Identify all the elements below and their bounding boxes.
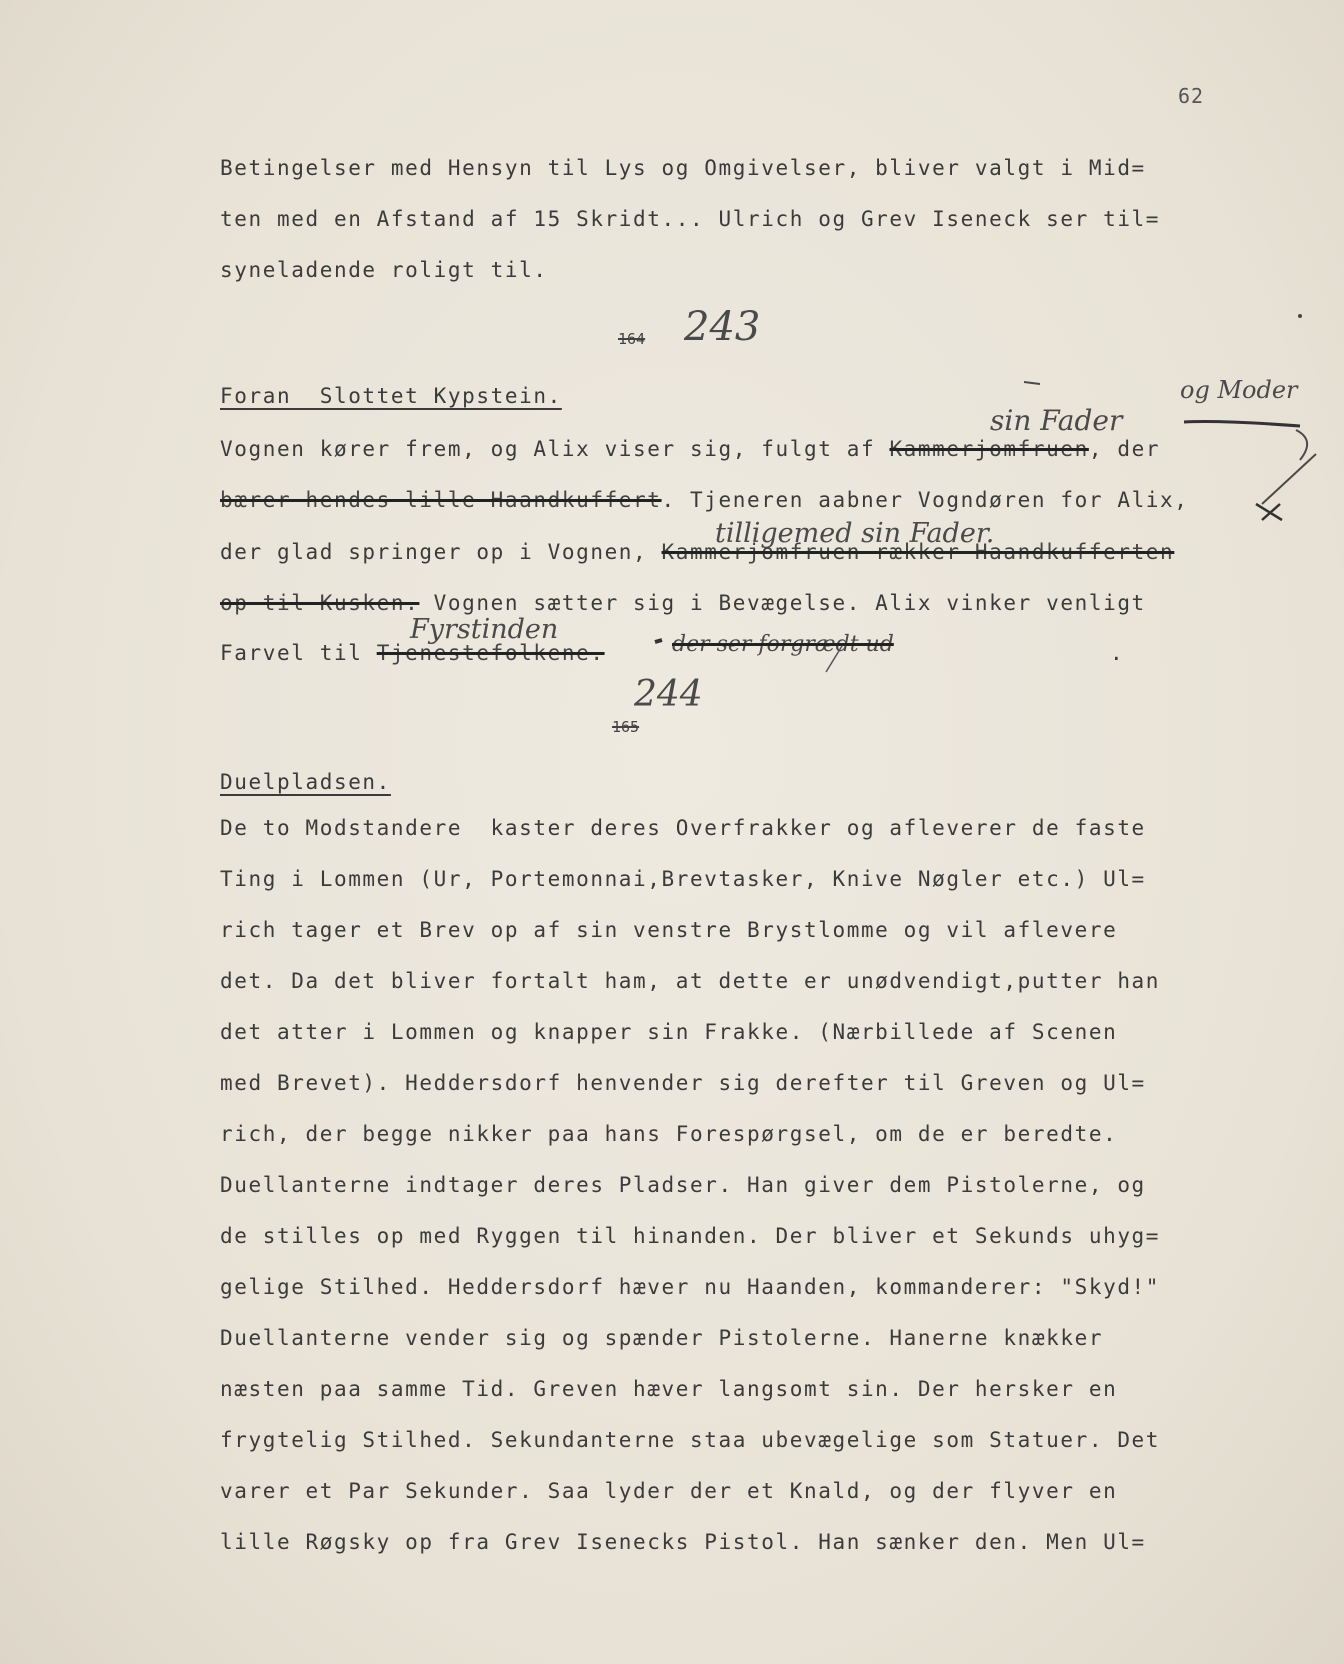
text-line: varer et Par Sekunder. Saa lyder der et Knald, og der flyver en: [220, 1479, 1118, 1503]
text-line: rich tager et Brev op af sin venstre Brystlomme og vil aflevere: [220, 918, 1118, 942]
text-line: gelige Stilhed. Heddersdorf hæver nu Haanden, kommanderer: "Skyd!": [220, 1275, 1161, 1299]
dash-mark: [1024, 382, 1040, 384]
handwritten-insertion: sin Fader: [990, 404, 1123, 437]
struck-text: bærer hendes lille Haandkuffert: [220, 488, 662, 512]
scene-heading: Foran Slottet Kypstein.: [220, 384, 562, 408]
text-line: Vognen kører frem, og Alix viser sig, fulgt af Kammerjomfruen, der: [220, 437, 1161, 461]
insertion-caret: [655, 640, 662, 642]
text-line: rich, der begge nikker paa hans Forespørgsel, om de er beredte.: [220, 1122, 1118, 1146]
struck-text: Kammerjomfruen rækker Haandkufferten: [661, 540, 1175, 564]
text-line: næsten paa samme Tid. Greven hæver langsomt sin. Der hersker en: [220, 1377, 1118, 1401]
struck-text: op til Kusken.: [220, 591, 420, 615]
text-line: det. Da det bliver fortalt ham, at dette er unødvendigt,putter han: [220, 969, 1161, 993]
text-line-end: .: [1110, 641, 1125, 665]
struck-text: Tjenestefolkene.: [376, 641, 605, 665]
text-line: Betingelser med Hensyn til Lys og Omgivelser, bliver valgt i Mid=: [220, 156, 1146, 180]
text-line: de stilles op med Ryggen til hinanden. Der bliver et Sekunds uhyg=: [220, 1224, 1161, 1248]
insertion-stroke: [1296, 430, 1307, 460]
insertion-stroke: [826, 646, 842, 672]
insertion-stroke: [1262, 454, 1316, 504]
ink-dot: [1298, 314, 1302, 318]
text-line: Duellanterne vender sig og spænder Pistolerne. Hanerne knækker: [220, 1326, 1104, 1350]
handwritten-struck-text: der ser forgrædt ud: [672, 632, 894, 657]
handwritten-insertion: og Moder: [1180, 376, 1298, 404]
page-number: 62: [1178, 84, 1205, 108]
text-line: op til Kusken. Vognen sætter sig i Bevægelse. Alix vinker venligt: [220, 591, 1146, 615]
handwritten-insertion: Fyrstinden: [410, 614, 559, 645]
text-line: det atter i Lommen og knapper sin Frakke. (Nærbillede af Scenen: [220, 1020, 1118, 1044]
old-scene-number: 165: [612, 718, 640, 736]
scene-heading: Duelpladsen.: [220, 770, 391, 794]
handwritten-scene-number: 244: [634, 674, 703, 715]
struck-text: Kammerjomfruen: [889, 437, 1089, 461]
text-line: lille Røgsky op fra Grev Isenecks Pistol. Han sænker den. Men Ul=: [220, 1530, 1146, 1554]
text-line: Farvel til Tjenestefolkene.: [220, 641, 605, 665]
text-line: bærer hendes lille Haandkuffert. Tjeneren aabner Vogndøren for Alix,: [220, 488, 1189, 512]
text-line: ten med en Afstand af 15 Skridt... Ulrich og Grev Iseneck ser til=: [220, 207, 1161, 231]
text-line: Duellanterne indtager deres Pladser. Han giver dem Pistolerne, og: [220, 1173, 1146, 1197]
handwritten-scene-number: 243: [684, 304, 761, 350]
insertion-caret: [1256, 504, 1282, 520]
text-line: der glad springer op i Vognen, Kammerjomfruen rækker Haandkufferten: [220, 540, 1175, 564]
text-line: De to Modstandere kaster deres Overfrakker og afleverer de faste: [220, 816, 1146, 840]
strike-mark: [1184, 422, 1300, 427]
text-line: med Brevet). Heddersdorf henvender sig derefter til Greven og Ul=: [220, 1071, 1146, 1095]
text-line: frygtelig Stilhed. Sekundanterne staa ubevægelige som Statuer. Det: [220, 1428, 1161, 1452]
text-line: Ting i Lommen (Ur, Portemonnai,Brevtasker, Knive Nøgler etc.) Ul=: [220, 867, 1146, 891]
text-line: syneladende roligt til.: [220, 258, 548, 282]
handwritten-insertion: tilligemed sin Fader.: [715, 518, 995, 549]
old-scene-number: 164: [618, 330, 646, 348]
